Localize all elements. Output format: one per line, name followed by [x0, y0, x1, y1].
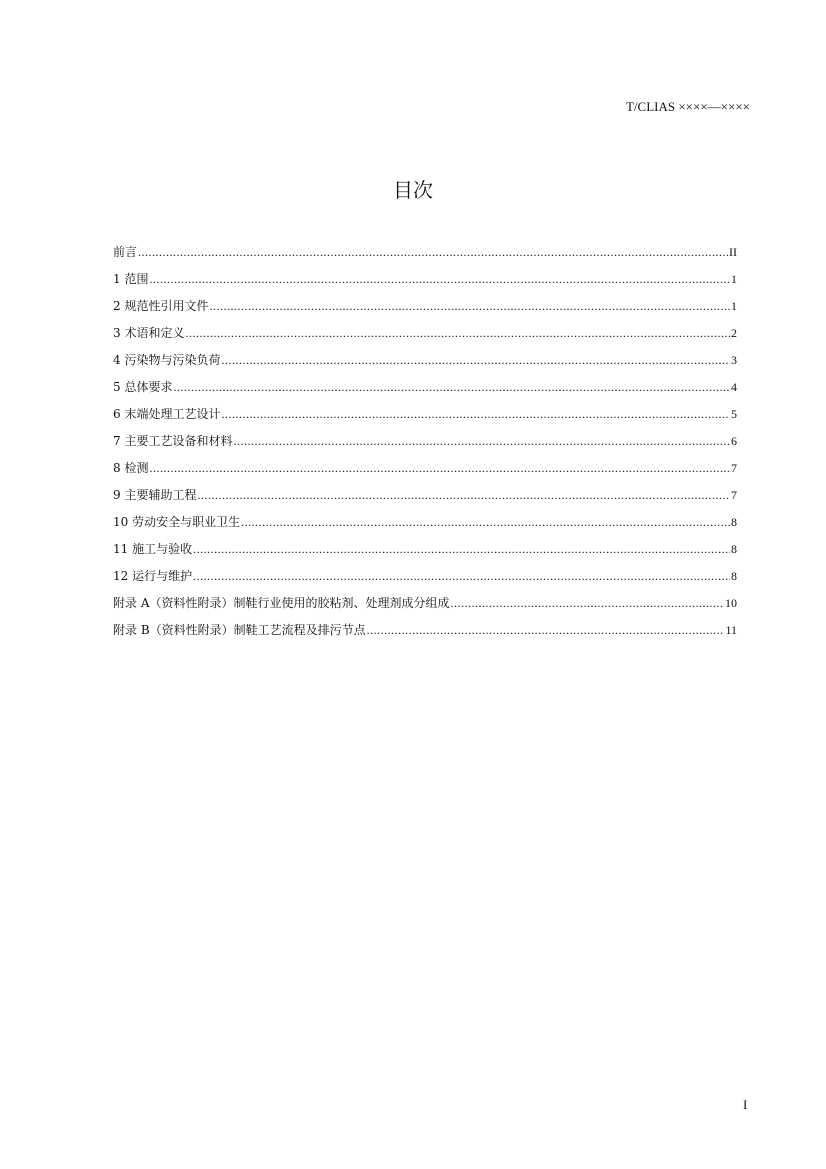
toc-entry-page: 11	[725, 623, 737, 637]
document-code: T/CLIAS ××××—××××	[625, 99, 750, 114]
dot-leader	[233, 434, 730, 449]
toc-entry-label: 前言	[113, 245, 138, 259]
dot-leader	[185, 326, 730, 341]
toc-entry-page: II	[729, 245, 737, 259]
dot-leader	[149, 272, 730, 287]
toc-entry-label: 附录 B（资料性附录）制鞋工艺流程及排污节点	[113, 623, 366, 637]
dot-leader	[221, 407, 730, 422]
table-of-contents	[113, 243, 737, 648]
toc-entry[interactable]	[113, 621, 737, 648]
toc-entry-page: 8	[731, 569, 737, 583]
dot-leader	[149, 461, 730, 476]
toc-entry[interactable]	[113, 513, 737, 540]
toc-entry-label: 1 范围	[113, 272, 149, 286]
toc-entry-page: 6	[731, 434, 737, 448]
page-number: I	[743, 1097, 748, 1112]
toc-entry-page: 5	[731, 407, 737, 421]
toc-entry-page: 10	[725, 596, 737, 610]
dot-leader	[193, 569, 730, 584]
dot-leader	[367, 623, 725, 638]
toc-entry-label: 5 总体要求	[113, 380, 173, 394]
dot-leader	[450, 596, 724, 611]
toc-entry-page: 8	[731, 542, 737, 556]
dot-leader	[221, 353, 730, 368]
toc-entry-page: 2	[731, 326, 737, 340]
toc-entry-label: 附录 A（资料性附录）制鞋行业使用的胶粘剂、处理剂成分组成	[113, 596, 450, 610]
toc-entry-label: 12 运行与维护	[113, 569, 193, 583]
toc-entry-label: 2 规范性引用文件	[113, 299, 209, 313]
toc-entry[interactable]	[113, 459, 737, 486]
toc-entry-label: 11 施工与验收	[113, 542, 193, 556]
toc-entry[interactable]	[113, 243, 737, 270]
toc-entry-label: 7 主要工艺设备和材料	[113, 434, 233, 448]
toc-entry[interactable]	[113, 567, 737, 594]
toc-entry[interactable]	[113, 270, 737, 297]
toc-entry[interactable]	[113, 378, 737, 405]
toc-entry[interactable]	[113, 594, 737, 621]
toc-entry[interactable]	[113, 324, 737, 351]
dot-leader	[241, 515, 730, 530]
toc-entry-label: 9 主要辅助工程	[113, 488, 197, 502]
toc-entry[interactable]	[113, 486, 737, 513]
toc-entry[interactable]	[113, 540, 737, 567]
toc-entry[interactable]	[113, 351, 737, 378]
toc-entry-label: 3 术语和定义	[113, 326, 185, 340]
toc-entry-page: 1	[731, 272, 737, 286]
toc-entry-label: 4 污染物与污染负荷	[113, 353, 221, 367]
toc-entry-page: 1	[731, 299, 737, 313]
toc-entry[interactable]	[113, 297, 737, 324]
toc-entry-page: 8	[731, 515, 737, 529]
dot-leader	[173, 380, 730, 395]
toc-entry-page: 7	[731, 488, 737, 502]
toc-entry-label: 10 劳动安全与职业卫生	[113, 515, 241, 529]
toc-entry-label: 6 末端处理工艺设计	[113, 407, 221, 421]
dot-leader	[197, 488, 730, 503]
toc-entry[interactable]	[113, 432, 737, 459]
toc-entry-page: 4	[731, 380, 737, 394]
toc-entry-page: 3	[731, 353, 737, 367]
toc-entry-label: 8 检测	[113, 461, 149, 475]
dot-leader	[193, 542, 730, 557]
dot-leader	[138, 245, 728, 260]
toc-entry[interactable]	[113, 405, 737, 432]
dot-leader	[209, 299, 730, 314]
toc-entry-page: 7	[731, 461, 737, 475]
page-title: 目次	[393, 178, 433, 202]
